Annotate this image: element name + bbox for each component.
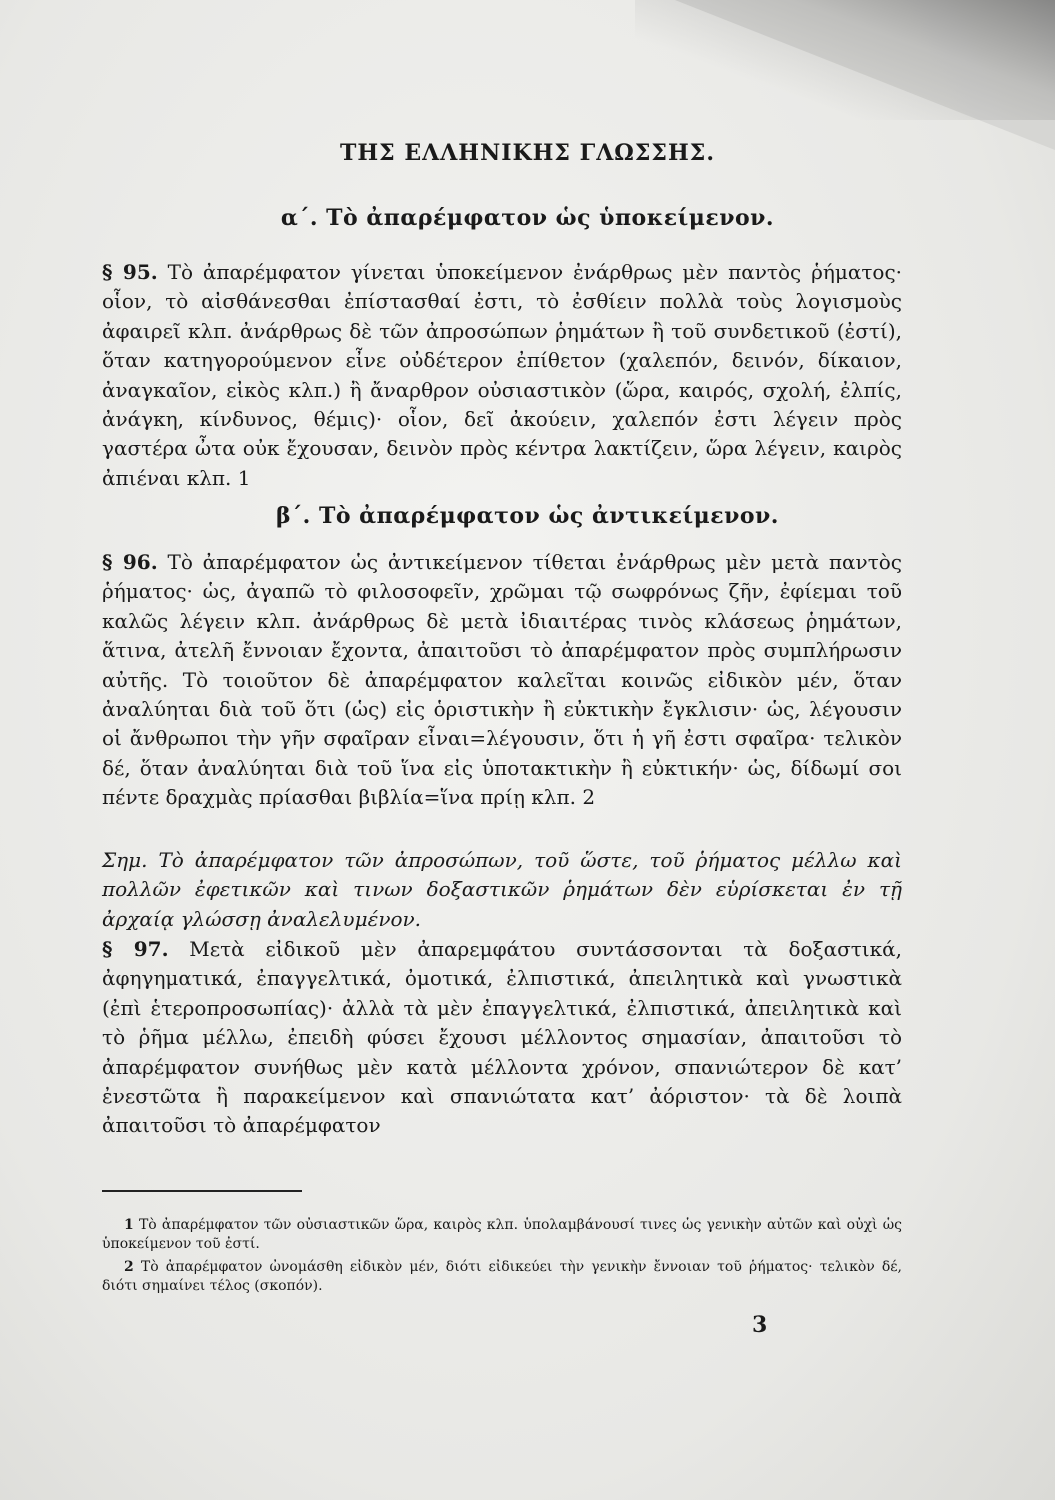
note-paragraph: Σημ. Τὸ ἀπαρέμφατον τῶν ἀπροσώπων, τοῦ ὥστε, τοῦ ῥήματος μέλλω καὶ πολλῶν ἐφετικῶν καὶ τινων δοξαστικῶν ῥημάτων δὲν εὑρίσκεται ἐν τῇ ἀρχαίᾳ γλώσσῃ ἀναλελυμένον.: [102, 848, 902, 931]
footnote-1-number: 1: [124, 1217, 134, 1233]
paragraph-95-text: Τὸ ἀπαρέμφατον γίνεται ὑποκείμενον ἐνάρθρως μὲν παντὸς ῥήματος· οἷον, τὸ αἰσθάνεσθαι ἐπίστασθαί ἐστι, τὸ ἐσθίειν πολλὰ τοὺς λογισμοὺς ἀφαιρεῖ κλπ. ἀνάρθρως δὲ τῶν ἀπροσώπων ῥημάτων ἢ τοῦ συνδετικοῦ (ἐστί), ὅταν κατηγορούμενον εἶνε οὐδέτερον ἐπίθετον (χαλεπόν, δεινόν, δίκαιον, ἀναγκαῖον, εἰκὸς κλπ.) ἢ ἄναρθρον οὐσιαστικὸν (ὥρα, καιρός, σχολή, ἐλπίς, ἀνάγκη, κίνδυνος, θέμις)· οἷον, δεῖ ἀκούειν, χαλεπόν ἐστι λέγειν πρὸς γαστέρα ὦτα οὐκ ἔχουσαν, δεινὸν πρὸς κέντρα λακτίζειν, ὥρα λέγειν, καιρὸς ἀπιέναι κλπ. 1: [102, 260, 903, 490]
footnote-2-number: 2: [124, 1259, 134, 1275]
paragraph-95-number: § 95.: [102, 260, 158, 284]
paragraph-96: [102, 548, 902, 813]
footnote-1: [102, 1216, 902, 1254]
footnote-1-text: Τὸ ἀπαρέμφατον τῶν οὐσιαστικῶν ὥρα, καιρὸς κλπ. ὑπολαμβάνουσί τινες ὡς γενικὴν αὐτῶν καὶ οὐχὶ ὡς ὑποκείμενον τοῦ ἐστί.: [102, 1217, 902, 1252]
running-head: ΤΗΣ ΕΛΛΗΝΙΚΗΣ ΓΛΩΣΣΗΣ.: [340, 140, 715, 166]
signature-mark: 3: [752, 1312, 768, 1338]
paragraph-97: [102, 935, 902, 1141]
footnote-2-text: Τὸ ἀπαρέμφατον ὠνομάσθη εἰδικὸν μέν, διότι εἰδικεύει τὴν γενικὴν ἔννοιαν τοῦ ῥήματος· τελικὸν δέ, διότι σημαίνει τέλος (σκοπόν).: [102, 1259, 903, 1294]
section-a-heading: α΄. Τὸ ἀπαρέμφατον ὡς ὑποκείμενον.: [280, 205, 775, 231]
page-corner-shadow: [635, 0, 1055, 120]
paragraph-96-text: Τὸ ἀπαρέμφατον ὡς ἀντικείμενον τίθεται ἐνάρθρως μὲν μετὰ παντὸς ῥήματος· ὡς, ἀγαπῶ τὸ φιλοσοφεῖν, χρῶμαι τῷ σωφρόνως ζῆν, ἐφίεμαι τοῦ καλῶς λέγειν κλπ. ἀνάρθρως δὲ μετὰ ἰδιαιτέρας τινὸς κλάσεως ῥημάτων, ἅτινα, ἀτελῆ ἔννοιαν ἔχοντα, ἀπαιτοῦσι τὸ ἀπαρέμφατον πρὸς συμπλήρωσιν αὐτῆς. Τὸ τοιοῦτον δὲ ἀπαρέμφατον καλεῖται κοινῶς εἰδικὸν μέν, ὅταν ἀναλύηται διὰ τοῦ ὅτι (ὡς) εἰς ὁριστικὴν ἢ εὐκτικὴν ἔγκλισιν· ὡς, λέγουσιν οἱ ἄνθρωποι τὴν γῆν σφαῖραν εἶναι=λέγουσιν, ὅτι ἡ γῆ ἐστι σφαῖρα· τελικὸν δέ, ὅταν ἀναλύηται διὰ τοῦ ἵνα εἰς ὑποτακτικὴν ἢ εὐκτικήν· ὡς, δίδωμί σοι πέντε δραχμὰς πρίασθαι βιβλία=ἵνα πρίῃ κλπ. 2: [102, 550, 903, 810]
footnotes: [102, 1216, 902, 1300]
paragraph-97-number: § 97.: [102, 937, 169, 961]
footnote-rule: [102, 1190, 302, 1192]
paragraph-95: [102, 258, 902, 493]
footnote-2: [102, 1258, 902, 1296]
section-b-heading: β΄. Τὸ ἀπαρέμφατον ὡς ἀντικείμενον.: [276, 503, 779, 529]
paragraph-97-text: Μετὰ εἰδικοῦ μὲν ἀπαρεμφάτου συντάσσονται τὰ δοξαστικά, ἀφηγηματικά, ἐπαγγελτικά, ὀμοτικά, ἐλπιστικά, ἀπειλητικὰ καὶ γνωστικὰ (ἐπὶ ἑτεροπροσωπίας)· ἀλλὰ τὰ μὲν ἐπαγγελτικά, ἐλπιστικά, ἀπειλητικὰ καὶ τὸ ῥῆμα μέλλω, ἐπειδὴ φύσει ἔχουσι μέλλοντος σημασίαν, ἀπαιτοῦσι τὸ ἀπαρέμφατον συνήθως μὲν κατὰ μέλλοντα χρόνον, σπανιώτερον δὲ κατ’ ἐνεστῶτα ἢ παρακείμενον καὶ σπανιώτατα κατ’ ἀόριστον· τὰ δὲ λοιπὰ ἀπαιτοῦσι τὸ ἀπαρέμφατον: [102, 937, 903, 1138]
paragraph-96-number: § 96.: [102, 550, 158, 574]
